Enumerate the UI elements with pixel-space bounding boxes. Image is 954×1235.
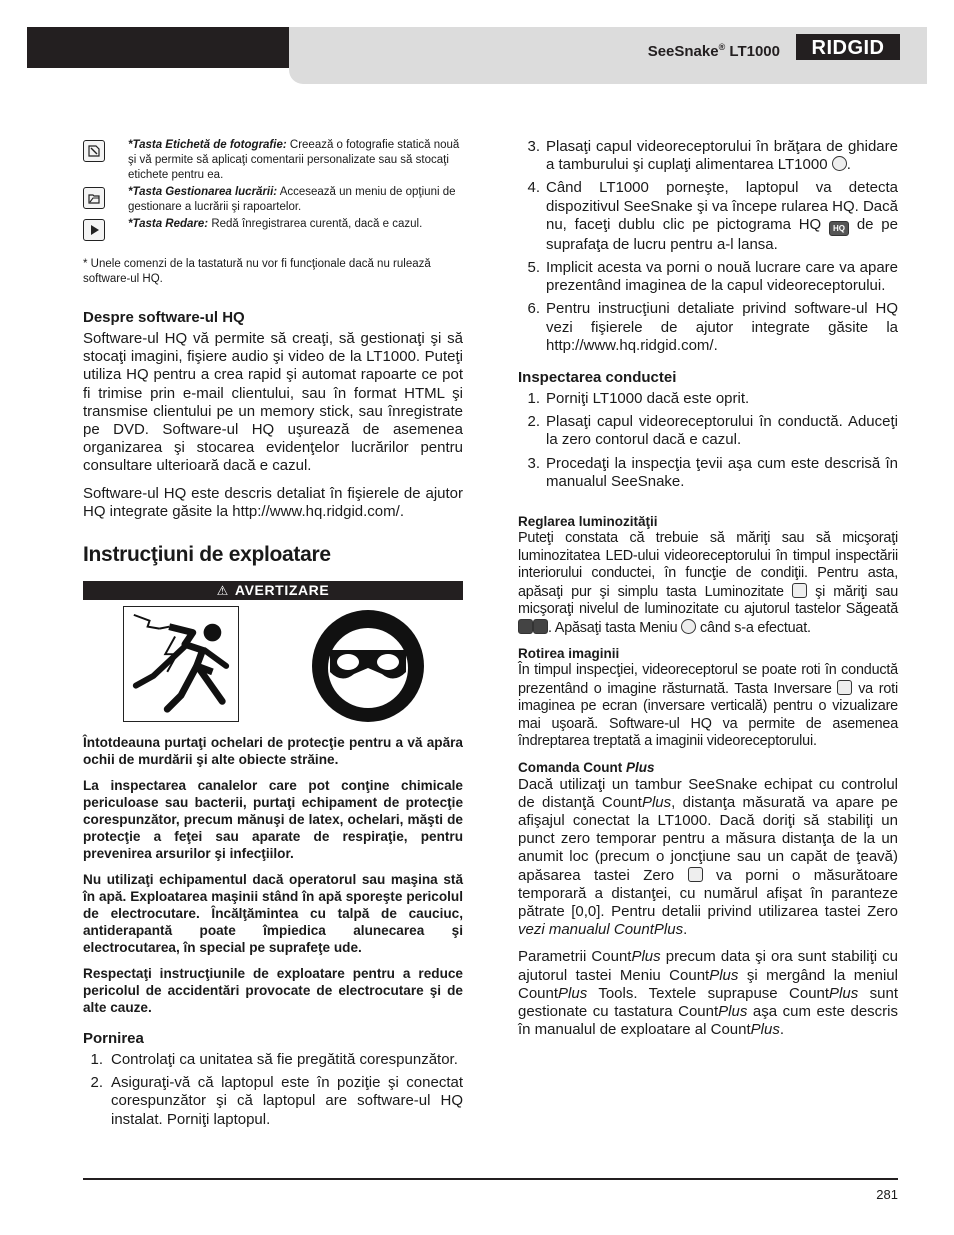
power-icon <box>832 156 847 171</box>
about-paragraph-2: Software-ul HQ este descris detaliat în fişierele de ajutor HQ integrate găsite la http://www.hq.ridgid.com/. <box>83 484 463 520</box>
list-item: 3. Plasaţi capul videoreceptorului în brăţara de ghidare a tamburului şi cuplaţi alimentarea LT1000 . <box>527 138 898 174</box>
brightness-paragraph: Puteţi constata că trebuie să măriţi sau să micşoraţi luminozitatea LED-ului videoreceptorului în timpul inspectării interiorului conductei, în funcţie de condiţii. Pentru asta, apăsaţi pur şi simplu tasta Luminozitate şi măriţi sau micşoraţi nivelul de luminozitate cu ajutorul tastelor Săgeată . Apăsaţi tasta Meniu când s-a efectuat. <box>518 530 898 636</box>
list-item: 2. Plasaţi capul videoreceptorului în conductă. Aduceţi la zero contorul dacă e cazul. <box>527 413 898 449</box>
right-column <box>518 138 898 1048</box>
arrow-left-icon <box>518 619 533 634</box>
countplus-paragraph-1: Dacă utilizaţi un tambur SeeSnake echipat cu controlul de distanţă CountPlus, distanţa măsurată va apare pe afişajul conectat la LT1000. Dacă doriţi să stabiliţi un punct zero temporar pentru a măsura distanţa de la un anumit loc (precum o joncţiune sau un capăt de ţeavă) apăsarea tastei Zero va porni o măsurătoare temporară a distanţei, cu numărul afişat în paranteze pătrate [0,0]. Pentru detalii privind utilizarea tastei Zero vezi manualul CountPlus. <box>518 775 899 939</box>
about-paragraph-1: Software-ul HQ vă permite să creaţi, să gestionaţi şi să stocaţi imagini, fişiere audio şi video de la LT1000. Puteţi utiliza HQ pentru a crea rapid şi automat rapoarte ce pot fi trimise prin e-mail clientului, sau în format HTML şi transmise clientului pe un memory stick, sau înregistrate pe DVD. Software-ul HQ uşurează de asemenea organizarea şi stocarea evidenţelor lucrărilor pentru consultare ulterioară dacă e cazul. <box>83 330 463 475</box>
safety-pictograms <box>83 606 463 728</box>
page-number: 281 <box>876 1187 898 1202</box>
warning-text-3: Nu utilizaţi echipamentul dacă operatorul sau maşina stă în apă. Exploatarea maşinii stând în apă sporeşte pericolul de electrocutare. Încălţămintea cu talpă de cauciuc, antiderapantă poate împiedica alunecarea şi electrocutarea, în special pe suprafeţe ude. <box>83 872 463 956</box>
list-item: 3. Procedaţi la inspecţia ţevii aşa cum este descrisă în manualul SeeSnake. <box>527 454 898 490</box>
list-item: 4. Când LT1000 porneşte, laptopul va detecta dispozitivul SeeSnake şi va începe rularea HQ. Dacă nu, faceţi dublu clic pe pictograma HQ HQ de pe suprafaţa de lucru pentru a-l lansa. <box>527 179 898 253</box>
inspect-steps <box>518 390 898 491</box>
warning-text-1: Întotdeauna purtaţi ochelari de protecţie pentru a vă apăra ochii de murdării şi alte obiecte străine. <box>83 735 463 768</box>
warning-text-2: La inspectarea canalelor care pot conţine chimicale periculoase sau bacterii, purtaţi echipament de protecţie corespunzător, precum mănuşi de latex, ochelari, măşti de protecţie a feţei sau aparate de respiraţie, pentru prevenirea arsurilor şi infecţiilor. <box>83 778 463 862</box>
product-title: SeeSnake® LT1000 <box>647 42 780 60</box>
flip-key-icon <box>837 680 852 695</box>
warning-text-4: Respectaţi instrucţiunile de exploatare pentru a reduce pericolul de accidentări provocate de electrocutare şi de alte cauze. <box>83 966 463 1016</box>
list-item: 1. Porniţi LT1000 dacă este oprit. <box>527 390 750 408</box>
warning-triangle-icon: ⚠ <box>216 583 229 599</box>
countplus-heading: Comanda Count Plus <box>518 759 655 775</box>
list-item: 5. Implicit acesta va porni o nouă lucrare care va apare prezentând imaginea de la capul videoreceptorului. <box>527 259 898 295</box>
header-gray-tab <box>289 68 927 84</box>
menu-key-icon <box>681 619 696 634</box>
keyboard-footnote: * Unele comenzi de la tastatură nu vor fi funcţionale dacă nu rulează software-ul HQ. <box>83 258 431 285</box>
warning-banner: ⚠ AVERTIZARE <box>83 581 463 600</box>
inspect-heading: Inspectarea conductei <box>518 369 677 387</box>
startup-steps <box>83 1051 463 1129</box>
countplus-paragraph-2: Parametrii CountPlus precum data şi ora sunt stabiliţi cu ajutorul tastei Meniu CountPlus şi mergând la meniul CountPlus Tools. Textele suprapuse CountPlus sunt gestionate cu tastatura CountPlus aşa cum este descris în manualul de exploatare al CountPlus. <box>518 948 898 1039</box>
svg-text:RIDGID: RIDGID <box>811 37 885 59</box>
zero-key-icon <box>688 867 703 882</box>
hq-icon: HQ <box>829 221 849 236</box>
electric-shock-icon <box>123 606 239 722</box>
arrow-right-icon <box>533 619 548 634</box>
key-photo-tag: *Tasta Etichetă de fotografie: Creează o fotografie statică nouă şi vă permite să aplicaţi comentarii personalizate sau să stocaţi etichete pentru ea. <box>83 138 463 183</box>
play-icon <box>83 219 105 241</box>
section-title: Instrucţiuni de exploatare <box>83 543 331 567</box>
startup-heading: Pornirea <box>83 1030 144 1048</box>
safety-goggles-icon <box>312 610 424 722</box>
header-black-band <box>27 27 289 68</box>
list-item: 6. Pentru instrucţiuni detaliate privind software-ul HQ vezi fişierele de ajutor integrate găsite la http://www.hq.ridgid.com/. <box>527 300 898 354</box>
brightness-heading: Reglarea luminozităţii <box>518 514 658 530</box>
rotate-heading: Rotirea imaginii <box>518 646 620 662</box>
left-column <box>83 138 463 1134</box>
about-heading: Despre software-ul HQ <box>83 309 245 326</box>
ridgid-logo <box>796 34 900 60</box>
list-item: 2. Asiguraţi-vă că laptopul este în poziţie şi conectat corespunzător şi că laptopul are software-ul HQ instalat. Porniţi laptopul. <box>90 1074 463 1128</box>
rotate-paragraph: În timpul inspecţiei, videoreceptorul se poate roti în conductă prezentând o imagine răsturnată. Tasta Inversare va roti imaginea pe ecran (inversare verticală) pentru o vizualizare mai uşoară. Software-ul HQ va permite de asemenea îndreptarea treptată a imaginii videoreceptorului. <box>518 662 898 750</box>
list-item: 1. Controlaţi ca unitatea să fie pregătită corespunzător. <box>90 1051 458 1069</box>
startup-steps-continued <box>518 138 898 355</box>
photo-tag-icon <box>83 140 105 162</box>
key-play: *Tasta Redare: Redă înregistrarea curentă, dacă e cazul. <box>83 217 463 241</box>
brightness-key-icon <box>792 583 807 598</box>
footer-rule <box>83 1178 898 1180</box>
key-job-manager: *Tasta Gestionarea lucrării: Accesează un meniu de opţiuni de gestionare a lucrării şi rapoartelor. <box>83 185 463 215</box>
job-manager-icon <box>83 187 105 209</box>
